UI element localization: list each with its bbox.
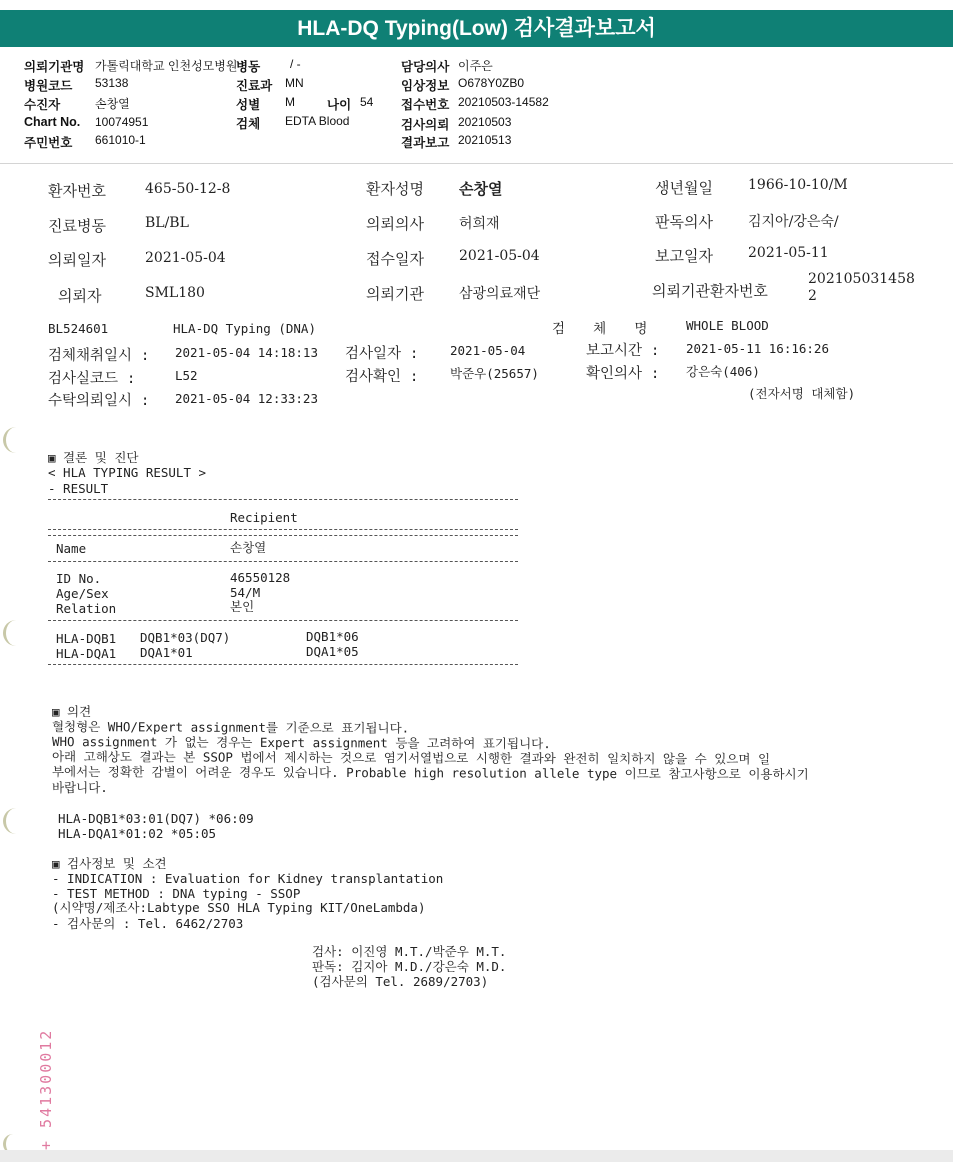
ssn-label: 주민번호 [24, 136, 73, 150]
agesex-label: Age/Sex [56, 586, 109, 601]
patient-name-label: 환자성명 [366, 180, 424, 198]
room-value: L52 [175, 368, 198, 383]
id-value: 46550128 [230, 570, 291, 585]
table-rule [48, 664, 518, 665]
report-title: HLA-DQ Typing(Low) 검사결과보고서 [0, 10, 953, 47]
table-rule [48, 499, 518, 500]
requester-label: 의뢰자 [58, 287, 102, 305]
reception-value: 20210503-14582 [458, 95, 549, 109]
barcode-number-text: + 541300012 [37, 1028, 55, 1150]
test-date-label: 검사일자 : [345, 346, 419, 362]
inst-patient-no-value-1: 202105031458 [808, 271, 915, 287]
barcode-number [36, 1010, 56, 1152]
lab-specimen-value: WHOLE BLOOD [686, 318, 769, 333]
inst-patient-no-label: 의뢰기관환자번호 [652, 282, 768, 300]
birth-value: 1966-10-10/M [748, 177, 848, 193]
binding-mark [3, 808, 24, 834]
lab-code: BL524601 [48, 321, 109, 336]
room-label: 검사실코드 : [48, 371, 136, 387]
request-time-value: 2021-05-04 12:33:23 [175, 391, 318, 406]
info-heading: ▣ 검사정보 및 소견 [52, 856, 167, 871]
result-subheading-2: - RESULT [48, 481, 109, 496]
id-label: ID No. [56, 571, 102, 586]
result-heading: ▣ 결론 및 진단 [48, 450, 139, 465]
agesex-value: 54/M [230, 585, 261, 600]
code-label: 병원코드 [24, 79, 73, 93]
inst-value: 가톨릭대학교 인천성모병원 [95, 59, 238, 73]
table-rule [48, 620, 518, 621]
lab-test-name: HLA-DQ Typing (DNA) [173, 321, 316, 336]
dept-value: MN [285, 76, 304, 90]
result-name-value: 손창열 [230, 540, 267, 555]
ssn-value: 661010-1 [95, 133, 146, 147]
inst-patient-no-value-2: 2 [808, 288, 817, 304]
recipient-value: 손창열 [95, 97, 130, 111]
lab-specimen-label: 검 체 명 [552, 321, 658, 337]
req-doc-label: 의뢰의사 [366, 215, 424, 233]
allele-2-row-2: DQA1*05 [306, 644, 359, 659]
opinion-line: 아래 고해상도 결과는 본 SSOP 법에서 제시하는 것으로 염기서열법으로 시행한 결과와 완전히 일치하지 않을 수 있으며 일 [51, 749, 771, 767]
specimen-value: EDTA Blood [285, 114, 350, 128]
read-doc-value: 김지아/강은숙/ [748, 214, 839, 230]
clinical-value: O678Y0ZB0 [458, 76, 525, 90]
req-date-value: 2021-05-04 [145, 250, 226, 266]
locus-row-2: HLA-DQA1 [56, 646, 117, 661]
request-label: 검사의뢰 [401, 118, 450, 132]
age-value: 54 [360, 95, 374, 109]
esign-note: (전자서명 대체함) [748, 386, 856, 401]
recv-date-label: 접수일자 [366, 250, 424, 268]
doctor-value: 이주은 [458, 59, 493, 73]
rep-date-value: 2021-05-11 [748, 245, 829, 261]
confirm-doc-label: 확인의사 : [586, 366, 660, 382]
opinion-line: 부에서는 정확한 감별이 어려운 경우도 있습니다. Probable high resolution allele type 이므로 참고사항으로 이용하시기 [51, 764, 809, 782]
ward-value: / - [290, 57, 301, 71]
clinical-label: 임상정보 [401, 79, 450, 93]
patient-name-value: 손창열 [459, 180, 503, 198]
requester-value: SML180 [145, 285, 205, 301]
signature-line: (검사문의 Tel. 2689/2703) [312, 974, 489, 989]
chart-value: 10074951 [95, 115, 149, 129]
recv-date-value: 2021-05-04 [459, 248, 540, 264]
confirm-doc-value: 강은숙(406) [686, 364, 760, 379]
relation-label: Relation [56, 601, 117, 616]
info-line: - INDICATION : Evaluation for Kidney transplantation [52, 871, 444, 886]
request-time-label: 수탁의뢰일시 : [48, 393, 150, 409]
patient-ward-label: 진료병동 [48, 217, 106, 235]
read-doc-label: 판독의사 [655, 213, 713, 231]
table-rule [48, 535, 518, 536]
signature-line: 판독: 김지아 M.D./강은숙 M.D. [312, 959, 507, 974]
opinion-line: 바랍니다. [52, 780, 108, 795]
hires-allele-2: HLA-DQA1*01:02 *05:05 [58, 826, 217, 841]
chart-label: Chart No. [24, 115, 81, 129]
opinion-line: 혈청형은 WHO/Expert assignment를 기준으로 표기됩니다. [51, 719, 410, 736]
opinion-line: WHO assignment 가 없는 경우는 Expert assignment 등을 고려하여 표기됩니다. [51, 734, 551, 752]
allele-1-row-2: DQA1*01 [140, 645, 193, 660]
req-date-label: 의뢰일자 [48, 251, 106, 269]
recipient-label: 수진자 [24, 98, 61, 112]
info-line: - TEST METHOD : DNA typing - SSOP [52, 886, 301, 901]
specimen-label: 검체 [236, 117, 261, 131]
confirm-label: 검사확인 : [345, 369, 419, 385]
inst-label: 의뢰기관명 [24, 60, 85, 74]
test-date-value: 2021-05-04 [450, 343, 526, 358]
reception-label: 접수번호 [401, 98, 450, 112]
report-time-value: 2021-05-11 16:16:26 [686, 341, 829, 356]
patient-no-value: 465-50-12-8 [145, 181, 231, 197]
result-subheading: < HLA TYPING RESULT > [48, 465, 207, 480]
table-rule [48, 561, 518, 562]
table-rule [48, 529, 518, 530]
ward-label: 병동 [236, 60, 261, 74]
allele-2-row-1: DQB1*06 [306, 629, 359, 644]
code-value: 53138 [95, 76, 129, 90]
doctor-label: 담당의사 [401, 60, 450, 74]
locus-row-1: HLA-DQB1 [56, 631, 117, 646]
req-doc-value: 허희재 [459, 216, 500, 232]
info-line: - 검사문의 : Tel. 6462/2703 [52, 916, 244, 931]
req-inst-label: 의뢰기관 [366, 285, 424, 303]
header-divider [0, 163, 953, 164]
signature-line: 검사: 이진영 M.T./박준우 M.T. [312, 944, 507, 959]
relation-value: 본인 [230, 599, 255, 614]
req-inst-value: 삼광의료재단 [459, 286, 541, 302]
hires-allele-1: HLA-DQB1*03:01(DQ7) *06:09 [58, 811, 254, 826]
binding-mark [3, 427, 24, 453]
binding-mark [3, 620, 24, 646]
patient-no-label: 환자번호 [48, 182, 106, 200]
collect-value: 2021-05-04 14:18:13 [175, 345, 318, 360]
rep-date-label: 보고일자 [655, 247, 713, 265]
patient-ward-value: BL/BL [145, 215, 189, 231]
info-line: (시약명/제조사:Labtype SSO HLA Typing KIT/OneLambda) [52, 900, 426, 915]
confirm-value: 박준우(25657) [450, 366, 539, 381]
report-time-label: 보고시간 : [586, 343, 660, 359]
sex-value: M [285, 95, 295, 109]
report-label: 결과보고 [401, 136, 450, 150]
result-name-label: Name [56, 541, 87, 556]
dept-label: 진료과 [236, 79, 273, 93]
opinion-heading: ▣ 의견 [52, 704, 92, 719]
birth-label: 생년월일 [655, 179, 713, 197]
recipient-head: Recipient [230, 510, 298, 525]
collect-label: 검체채취일시 : [48, 348, 150, 364]
sex-label: 성별 [236, 98, 261, 112]
request-value: 20210503 [458, 115, 512, 129]
report-value: 20210513 [458, 133, 512, 147]
page-footer-bar [0, 1150, 953, 1162]
allele-1-row-1: DQB1*03(DQ7) [140, 630, 231, 645]
age-label: 나이 [327, 98, 352, 112]
